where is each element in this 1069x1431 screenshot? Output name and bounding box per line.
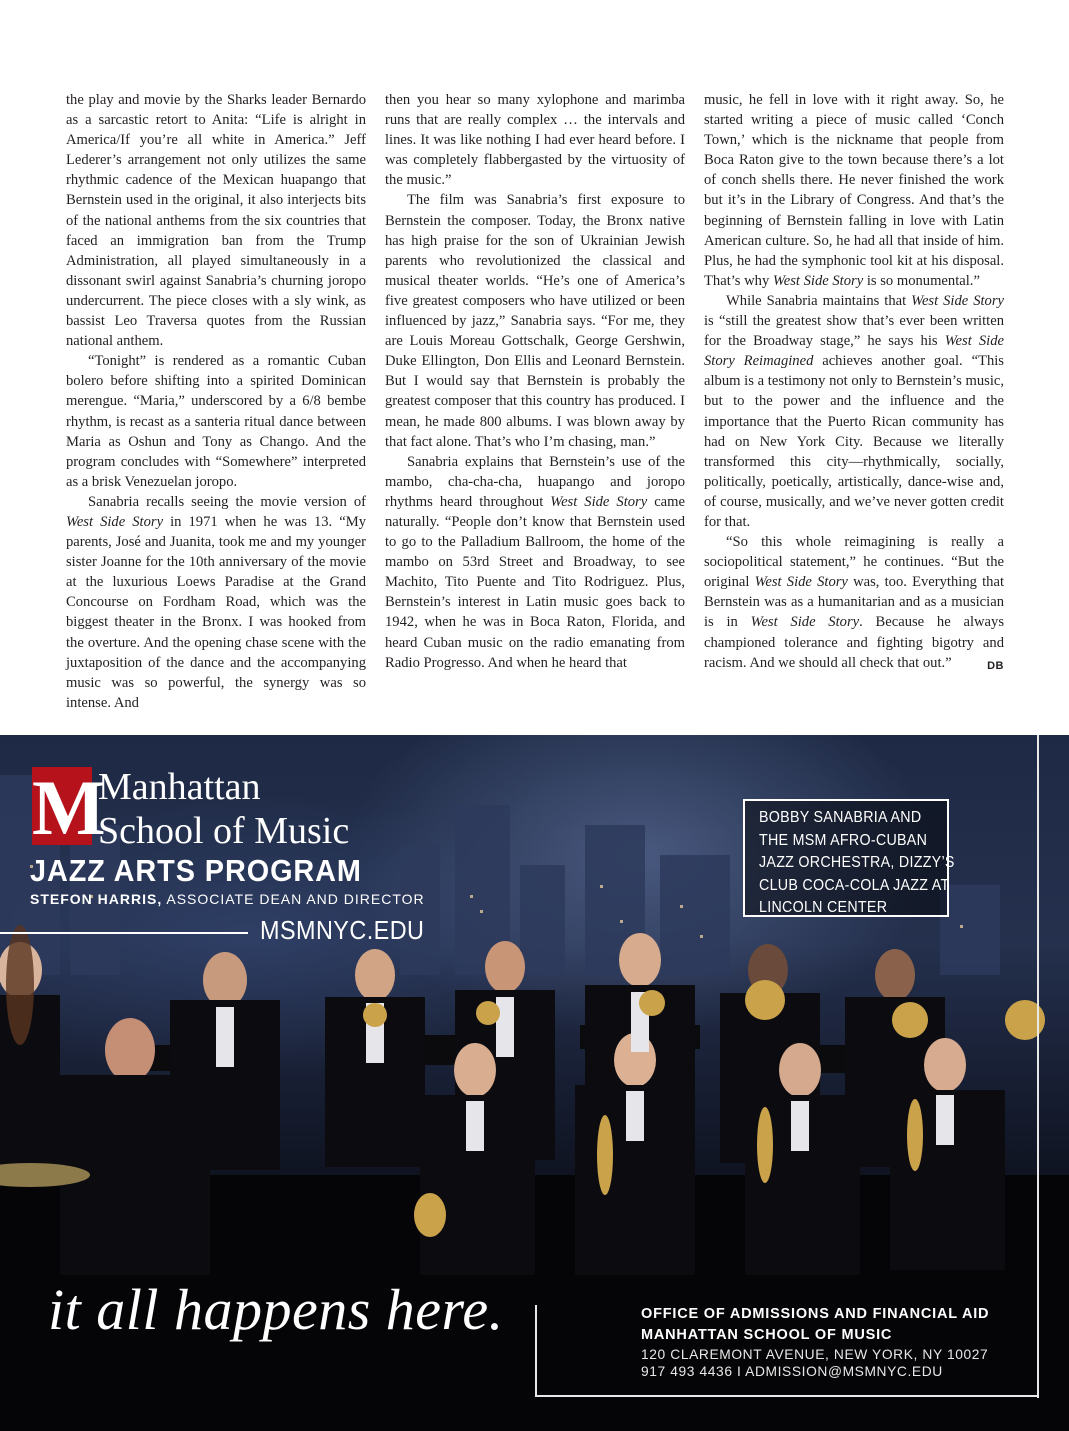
ad-frame-left-rule [535, 1305, 537, 1397]
end-mark: DB [987, 659, 1004, 672]
caption-line: CLUB COCA-COLA JAZZ AT [759, 876, 950, 894]
caption-line: THE MSM AFRO-CUBAN [759, 831, 928, 849]
article-column-3 [704, 90, 1004, 715]
article-paragraph: Sanabria recalls seeing the movie version of West Side Story in 1971 when he was 13. “My parents, José and Juanita, took me and my younger sister Joanne for the 10th anniversary of the movie at the luxurious Loews Paradise at the Grand Concourse on Fordham Road, which was the biggest theater in the Bronx. I was hooked from the overture. And the opening chase scene with the juxtaposition of the dance and the accompanying music was so powerful, the synergy was so intense. And [66, 493, 366, 711]
admissions-contact [641, 1304, 989, 1380]
school-name [98, 765, 349, 853]
director-name: STEFON HARRIS, [30, 891, 163, 907]
ad-frame-right-rule [1037, 735, 1039, 1398]
admissions-phone-email[interactable]: 917 493 4436 I ADMISSION@MSMNYC.EDU [641, 1364, 943, 1379]
admissions-school: MANHATTAN SCHOOL OF MUSIC [641, 1327, 893, 1343]
msm-advertisement [0, 735, 1069, 1431]
article-paragraph: While Sanabria maintains that West Side Story is “still the greatest show that’s ever been written for the Broadway stage,” he says his West Side Story Reimagined achieves another goal. “This album is a testimony not only to Bernstein’s music, but to the power and the influence and the importance that the Puerto Rican community has had on New York City. Because we literally transformed this city—rhythmically, socially, politically, poetically, artistically, dance-wise and, of course, musically, and we’ve never gotten credit for that. [704, 292, 1004, 530]
ad-frame-bottom-rule [535, 1395, 1039, 1397]
school-name-line-1: Manhattan [98, 766, 261, 808]
program-title: JAZZ ARTS PROGRAM [30, 853, 362, 888]
school-name-line-2: School of Music [98, 810, 350, 852]
director-credit [30, 891, 425, 907]
caption-line: JAZZ ORCHESTRA, DIZZY’S [759, 854, 955, 872]
article-paragraph: “Tonight” is rendered as a romantic Cuban bolero before shifting into a spirited Dominican merengue. “Maria,” underscored by a 6/8 bembe rhythm, is recast as a santeria ritual dance between Maria as Oshun and Tony as Chango. And the program concludes with “Somewhere” interpreted as a brisk Venezuelan joropo. [66, 353, 366, 490]
article-column-1 [66, 90, 366, 715]
article-paragraph: the play and movie by the Sharks leader Bernardo as a sarcastic retort to Anita: “Life is alright in America/If you’re all white in America.” Jeff Lederer’s arrangement not only utilizes the same rhythmic cadence of the Mexican huapango that Bernstein used in the original, it also interjects bits of the national anthems from the six countries that faced an immigration ban from the Trump Administration, all played simultaneously in a dissonant swirl against Sanabria’s churning joropo undercurrent. The piece closes with a sly wink, as bassist Leo Traversa quotes from the Russian national anthem. [66, 92, 366, 350]
caption-line: LINCOLN CENTER [759, 899, 888, 917]
article-column-2 [385, 90, 685, 715]
article-paragraph: The film was Sanabria’s first exposure to Bernstein the composer. Today, the Bronx native has high praise for the son of Ukrainian Jewish parents who revolutionized the classical and musical theater worlds. “He’s one of America’s five greatest composers who have utilized or been influenced by jazz,” Sanabria says. “For me, they are Louis Moreau Gottschalk, George Gershwin, Duke Ellington, Don Ellis and Leonard Bernstein. But I would say that Bernstein is probably the greatest composer that this country has produced. I mean, he made 800 albums. I was blown away by that fact alone. That’s who I’m chasing, man.” [385, 192, 685, 450]
director-title: ASSOCIATE DEAN AND DIRECTOR [162, 891, 425, 907]
article-paragraph: then you hear so many xylophone and marimba runs that are really complex … the intervals and lines. It was like nothing I had ever heard before. I was completely flabbergasted by the virtuosity of the music.” [385, 92, 685, 189]
article-body [66, 90, 1004, 715]
photo-caption [743, 799, 955, 917]
admissions-office: OFFICE OF ADMISSIONS AND FINANCIAL AID [641, 1306, 990, 1322]
admissions-address: 120 CLAREMONT AVENUE, NEW YORK, NY 10027 [641, 1347, 989, 1362]
msm-logo-mark: M [32, 764, 106, 851]
caption-line: BOBBY SANABRIA AND [759, 809, 922, 826]
url-rule [0, 932, 248, 934]
school-url[interactable]: MSMNYC.EDU [260, 915, 425, 945]
article-paragraph: music, he fell in love with it right away. So, he started writing a piece of music called ‘Conch Town,’ which is the nickname that people from Boca Raton give to the town because there’s a lot of conch shells there. He never finished the work but it’s in the Library of Congress. And that’s the beginning of Bernstein falling in love with Latin American culture. So, he had all that inside of him. Plus, he had the symphonic tool kit at his disposal. That’s why West Side Story is so monumental.” [704, 92, 1004, 289]
ad-slogan: it all happens here. [48, 1277, 504, 1342]
article-paragraph: Sanabria explains that Bernstein’s use of the mambo, cha-cha-cha, huapango and joropo rhythms heard throughout West Side Story came naturally. “People don’t know that Bernstein used to go to the Palladium Ballroom, the home of the mambo on 53rd Street and Broadway, to see Machito, Tito Puente and Tito Rodriguez. Plus, Bernstein’s interest in Latin music goes back to 1942, when he was in Boca Raton, Florida, and heard Cuban music on the radio emanating from Radio Progresso. And when he heard that [385, 453, 685, 671]
article-paragraph: “So this whole reimagining is really a sociopolitical statement,” he continues. “But the original West Side Story was, too. Everything that Bernstein was as a humanitarian and as a musician is in West Side Story. Because he always championed tolerance and fighting bigotry and racism. And we should all check that out.” DB [704, 532, 1004, 673]
